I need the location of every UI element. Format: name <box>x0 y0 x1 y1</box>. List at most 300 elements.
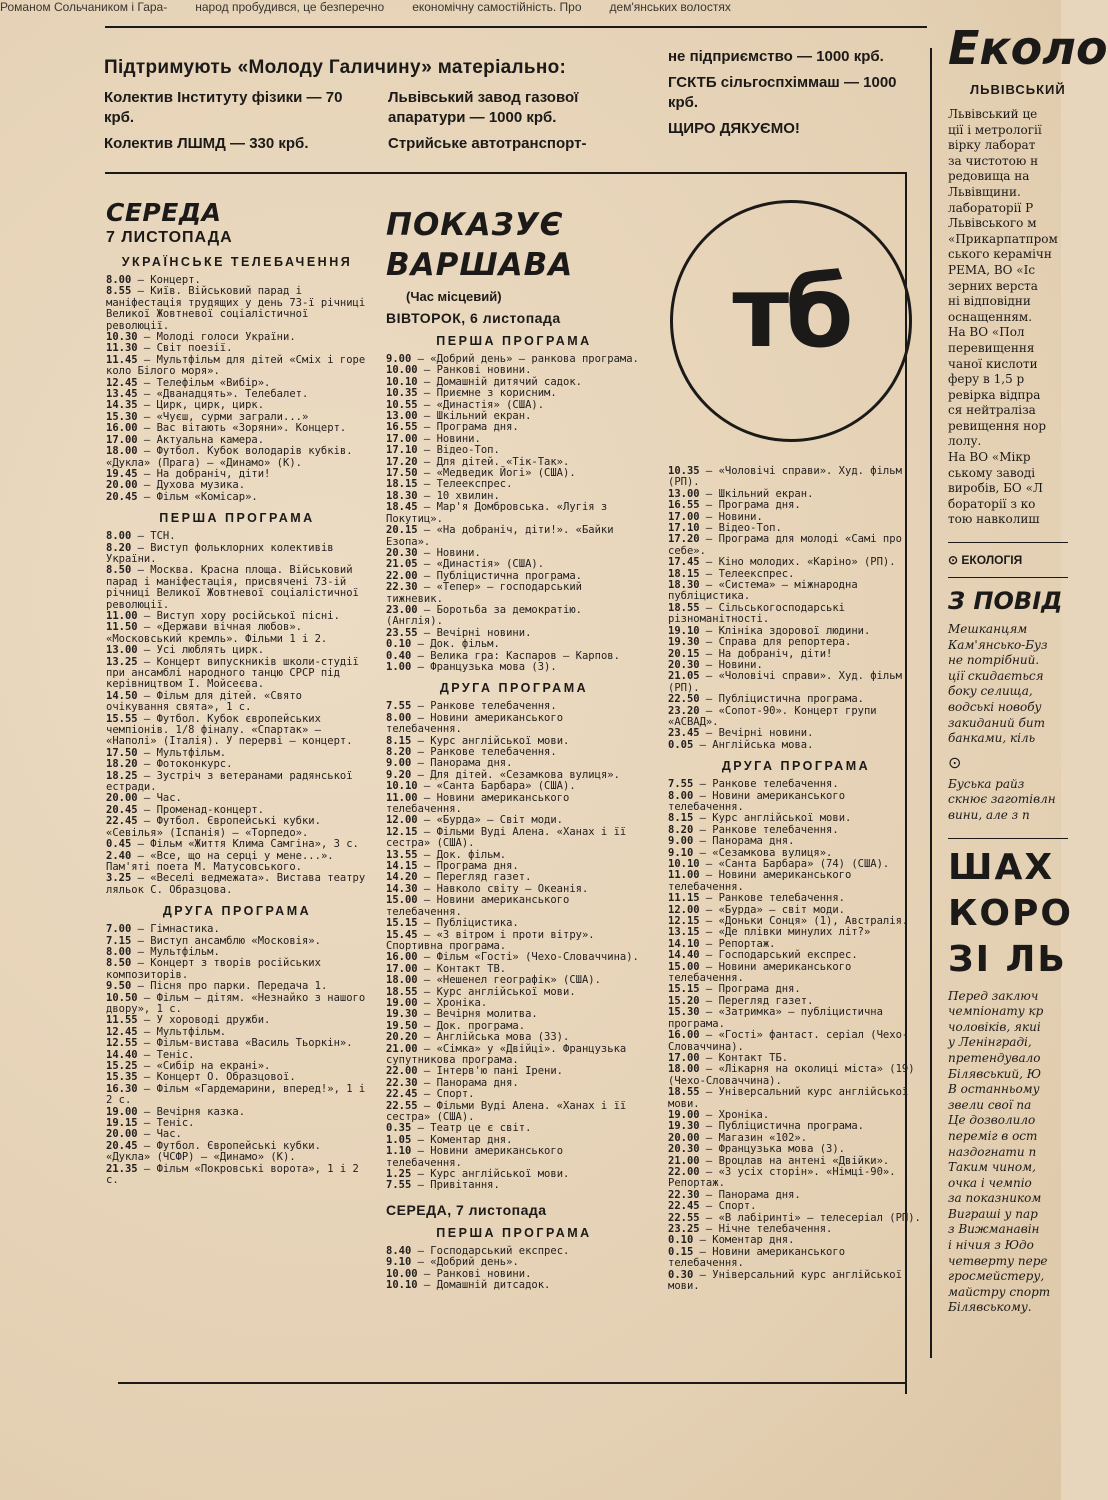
schedule-entry <box>668 870 924 893</box>
schedule-time: 18.55 <box>668 1086 700 1099</box>
ecology-tag: ⊙ ЕКОЛОГІЯ <box>948 553 1023 568</box>
schedule-title: — Футбол. Кубок володарів кубків. «Дукла» (Прага) — «Динамо» (К). <box>106 445 353 469</box>
schedule-time: 20.00 <box>106 479 138 492</box>
schedule-title: — Новини. <box>699 658 763 671</box>
schedule-time: 18.00 <box>386 974 418 987</box>
schedule-time: 12.00 <box>386 814 418 827</box>
schedule-title: — Ранкове телебачення. <box>693 823 839 836</box>
schedule-title: — Перегляд газет. <box>417 871 532 884</box>
schedule-time: 0.35 <box>386 1122 412 1135</box>
schedule-entry <box>668 534 924 557</box>
schedule-title: — Концерт О. Образцової. <box>137 1071 296 1084</box>
support-col-3 <box>668 47 916 145</box>
chess-article-text <box>948 989 1068 1316</box>
schedule-title: — Ранкові новини. <box>417 364 532 377</box>
schedule-entry <box>386 1101 642 1124</box>
schedule-title: — Духова музика. <box>137 479 246 492</box>
schedule-time: 15.55 <box>106 712 138 725</box>
schedule-title: — ТСН. <box>131 530 176 543</box>
schedule-title: — «Де плівки минулих літ?» <box>699 926 871 939</box>
schedule-time: 23.25 <box>668 1223 700 1235</box>
schedule-title: — Справа для репортера. <box>699 636 852 649</box>
article-line: феру в 1,5 р <box>948 372 1025 387</box>
schedule-time: 11.45 <box>106 353 138 366</box>
schedule-title: — «Добрий день». <box>411 1256 519 1269</box>
article-line: четверту пере <box>948 1253 1048 1268</box>
title-line-2: ВАРШАВА <box>386 247 574 283</box>
schedule-title: — Контакт ТБ. <box>699 1051 789 1064</box>
schedule-time: 17.20 <box>668 533 700 546</box>
schedule-title: — Універсальний курс англійської мови. <box>668 1268 902 1293</box>
schedule-title: — Коментар дня. <box>411 1133 513 1146</box>
schedule-title: — Французька мова (3). <box>411 660 557 673</box>
article-line: ції і метрології <box>948 122 1042 137</box>
schedule-title: — Фільм «Гості» (Чехо-Словаччина). <box>417 951 639 964</box>
schedule-time: 9.50 <box>106 980 132 993</box>
schedule-title: — Контакт ТВ. <box>417 962 507 975</box>
schedule-title: — Телефільм «Вибір». <box>137 376 271 389</box>
article-line: лабораторії Р <box>948 200 1034 215</box>
schedule-title: — Для дітей. «Тік-Так». <box>417 455 570 468</box>
schedule-time: 20.45 <box>106 803 138 816</box>
date-heading: 7 ЛИСТОПАДА <box>106 229 233 246</box>
schedule-time: 7.55 <box>668 778 694 791</box>
schedule-title: — Для дітей. «Сезамкова вулиця». <box>411 768 620 781</box>
schedule-title: — Панорама дня. <box>693 835 795 848</box>
article-line: зерних верста <box>948 278 1038 293</box>
support-line: ГСКТБ сільгоспхіммаш — 1000 крб. <box>668 74 897 111</box>
schedule-time: 19.45 <box>106 467 138 480</box>
schedule-title: — «Все, що на серці у мене...». Пам'яті поета М. Матусовського. <box>106 849 334 873</box>
support-line: Колектив ЛШМД — 330 крб. <box>104 135 309 152</box>
article-line: Львівський це <box>948 107 1038 121</box>
schedule-time: 20.45 <box>106 1139 138 1152</box>
article-line: перевищення <box>948 340 1035 355</box>
schedule-entry <box>668 706 924 729</box>
schedule-title: — Актуальна камера. <box>137 433 265 446</box>
schedule-entry <box>386 525 642 548</box>
schedule-time: 21.00 <box>386 1042 418 1055</box>
schedule-time: 20.00 <box>668 1131 700 1144</box>
schedule-title: — Концерт. <box>131 274 201 286</box>
schedule-entry <box>106 565 368 611</box>
middle-channel-1-name: ПЕРША ПРОГРАМА <box>436 334 592 348</box>
schedule-time: 15.15 <box>668 983 700 996</box>
schedule-title: — Навколо світу — Океанія. <box>417 882 589 895</box>
schedule-time: 23.55 <box>386 626 418 639</box>
schedule-time: 17.10 <box>668 522 700 535</box>
schedule-title: — «Дванадцять». Телебалет. <box>137 388 309 401</box>
day-line-1: ВІВТОРОК, 6 листопада <box>386 310 561 326</box>
schedule-title: — «Чуєш, сурми заграли...» <box>137 410 309 423</box>
schedule-time: 19.00 <box>668 1108 700 1121</box>
schedule-time: 12.15 <box>386 825 418 838</box>
schedule-time: 1.00 <box>386 660 412 673</box>
schedule-title: — Репортаж. <box>699 937 776 950</box>
schedule-title: — Домашній дитсадок. <box>417 1279 551 1292</box>
schedule-title: — Універсальний курс англійської мови. <box>668 1086 909 1110</box>
article-line: Таким чином, <box>948 1160 1036 1175</box>
top-strip-text: економічну самостійність. Про <box>412 0 582 14</box>
channel-name: ДРУГА ПРОГРАМА <box>162 904 312 919</box>
schedule-time: 22.00 <box>386 569 418 582</box>
title-line-1: ПОКАЗУЄ <box>386 207 564 243</box>
schedule-title: — Ранкове телебачення. <box>699 892 846 905</box>
schedule-title: — Привітання. <box>411 1179 500 1192</box>
schedule-time: 1.25 <box>386 1168 412 1181</box>
frame-bottom <box>118 1382 907 1384</box>
schedule-time: 18.55 <box>386 985 418 998</box>
schedule-time: 9.00 <box>386 353 412 365</box>
day-line-2: СЕРЕДА, 7 листопада <box>386 1201 547 1218</box>
article-line: Білявський, Ю <box>948 1066 1042 1081</box>
schedule-title: — «Добрий день» — ранкова програма. <box>411 353 639 365</box>
schedule-title: — Фільми Вуді Алена. «Ханах і її сестра» (США). <box>386 825 627 850</box>
schedule-time: 18.00 <box>106 445 138 458</box>
article-line: КОРО <box>948 892 1074 934</box>
schedule-title: — Новини американського телебачення. <box>386 894 570 918</box>
schedule-time: 20.15 <box>668 647 700 660</box>
schedule-title: — Новини американського телебачення. <box>668 869 852 893</box>
schedule-time: 14.35 <box>106 399 138 412</box>
schedule-title: — Вас вітають «Зоряни». Концерт. <box>137 422 347 435</box>
schedule-time: 22.45 <box>668 1200 700 1213</box>
channel-list <box>106 275 368 503</box>
article-line: Мешканцям <box>948 622 1028 637</box>
article-line: редовища на <box>948 169 1030 184</box>
schedule-title: — Променад-концерт. <box>137 803 265 816</box>
schedule-title: — Вечірні новини. <box>417 626 532 639</box>
schedule-entry <box>106 492 368 503</box>
schedule-time: 7.00 <box>106 923 132 936</box>
schedule-time: 18.45 <box>386 501 418 514</box>
schedule-time: 19.30 <box>668 1120 700 1133</box>
schedule-time: 17.50 <box>106 746 138 759</box>
schedule-title: — «Нешенел географік» (США). <box>417 974 601 987</box>
schedule-title: — Виступ хору російської пісні. <box>137 609 340 622</box>
top-strip-text: народ пробудився, це безперечно <box>195 0 385 14</box>
schedule-time: 21.05 <box>668 670 700 683</box>
schedule-time: 12.45 <box>106 376 138 389</box>
schedule-title: — Новини. <box>699 510 763 523</box>
schedule-time: 15.35 <box>106 1071 138 1084</box>
schedule-entry <box>386 930 642 953</box>
article-line: боку селища, <box>948 684 1033 699</box>
channel-list <box>106 924 368 1186</box>
schedule-title: — Французька мова (3). <box>699 1143 846 1156</box>
schedule-time: 10.50 <box>106 991 138 1004</box>
schedule-time: 23.45 <box>668 727 700 740</box>
schedule-time: 20.00 <box>106 792 138 805</box>
schedule-time: 8.55 <box>106 285 132 298</box>
schedule-title: — Мультфільм. <box>137 1025 227 1038</box>
schedule-entry <box>668 791 924 814</box>
article-line: чемпіонату кр <box>948 1004 1044 1019</box>
schedule-title: — Нічне телебачення. <box>699 1223 833 1235</box>
article-line: гросмейстеру, <box>948 1269 1045 1284</box>
schedule-title: — Фільм «Покровські ворота», 1 і 2 с. <box>106 1162 359 1187</box>
schedule-entry <box>106 691 368 714</box>
article-line: вини, але з п <box>948 807 1030 822</box>
article-line: перемiг в ост <box>948 1128 1038 1143</box>
schedule-title: — Новини американського телебачення. <box>386 711 564 736</box>
schedule-entry <box>106 1084 368 1107</box>
schedule-time: 8.00 <box>106 530 132 543</box>
schedule-title: — Курс англійської мови. <box>411 734 570 747</box>
article-line: ського керамічн <box>948 247 1052 262</box>
schedule-title: — «Бурда» — Світ моди. <box>417 814 564 827</box>
schedule-time: 17.00 <box>668 1051 700 1064</box>
schedule-time: 10.10 <box>386 780 418 793</box>
tv-logo <box>670 200 912 442</box>
schedule-title: — Вроцлав на антені «Двійки». <box>699 1154 890 1167</box>
schedule-time: 9.10 <box>668 846 694 859</box>
schedule-time: 11.00 <box>106 609 138 622</box>
schedule-title: — Спорт. <box>699 1200 757 1213</box>
schedule-title: — Коментар дня. <box>693 1234 795 1247</box>
schedule-title: — Публіцистика. <box>417 917 519 930</box>
schedule-title: — Усі люблять цирк. <box>137 644 265 657</box>
frame-top <box>105 172 905 174</box>
article-line: Львівщини. <box>948 184 1021 199</box>
channel-name: УКРАЇНСЬКЕ ТЕЛЕБАЧЕННЯ <box>121 255 353 269</box>
schedule-title: — «Гості» фантаст. серіал (Чехо-Словаччина). <box>668 1029 909 1053</box>
subtitle: (Час місцевий) <box>406 289 502 304</box>
article-line: і нічия з Юдо <box>948 1238 1034 1253</box>
schedule-time: 8.00 <box>106 945 132 958</box>
schedule-title: — Спорт. <box>417 1088 475 1101</box>
schedule-time: 9.00 <box>386 757 412 770</box>
article-line: очка і чемпіо <box>948 1175 1032 1190</box>
schedule-title: — Публіцистична програма. <box>699 1120 864 1133</box>
left-channels <box>106 255 368 1186</box>
schedule-entry <box>668 1270 924 1293</box>
schedule-entry <box>386 793 642 816</box>
schedule-entry <box>386 1146 642 1169</box>
schedule-time: 16.55 <box>668 499 700 512</box>
article-line: ЗІ ЛЬ <box>948 938 1067 980</box>
column-divider <box>930 48 932 1358</box>
schedule-title: — Футбол. Європейські кубки. «Севілья» (Іспанія) — «Торпедо». <box>106 815 321 839</box>
schedule-time: 11.50 <box>106 621 138 634</box>
article-line: тою навколиш <box>948 512 1040 527</box>
schedule-title: — Публіцистична програма. <box>417 569 582 582</box>
schedule-title: — Фільм «Життя Клима Самгіна», 3 с. <box>131 838 359 851</box>
schedule-time: 18.30 <box>386 489 418 502</box>
schedule-title: — «В лабіринті» — телесеріал (РП). <box>699 1211 921 1224</box>
schedule-time: 12.15 <box>668 915 700 928</box>
schedule-time: 22.55 <box>668 1211 700 1224</box>
schedule-title: — Новини. <box>417 432 481 445</box>
schedule-title: — «Система» — міжнародна публіцистика. <box>668 579 858 603</box>
schedule-title: — Панорама дня. <box>417 1076 519 1089</box>
schedule-title: — Час. <box>137 792 182 805</box>
schedule-time: 15.30 <box>668 1006 700 1019</box>
schedule-time: 22.30 <box>386 1076 418 1089</box>
schedule-time: 12.55 <box>106 1037 138 1050</box>
schedule-entry <box>668 466 924 489</box>
schedule-title: — Ранкове телебачення. <box>411 700 557 713</box>
schedule-time: 11.30 <box>106 342 138 355</box>
schedule-entry <box>106 873 368 896</box>
schedule-title: — Київ. Військовий парад і маніфестація трудящих у день 73-ї річниці Великої Жовтневої соціалістичної революції. <box>106 285 366 332</box>
schedule-entry <box>106 657 368 691</box>
schedule-time: 9.10 <box>386 1256 412 1269</box>
schedule-title: — Док. програма. <box>417 1019 526 1032</box>
schedule-time: 11.55 <box>106 1014 138 1027</box>
schedule-title: — Програма дня. <box>417 860 519 873</box>
article-line: чоловіків, якиі <box>948 1019 1041 1034</box>
article-line: РЕМА, ВО «Іс <box>948 262 1036 277</box>
schedule-time: 13.00 <box>386 410 418 423</box>
article-line: з Вижманавiн <box>948 1222 1040 1237</box>
schedule-time: 8.40 <box>386 1244 412 1257</box>
schedule-time: 10.00 <box>386 1267 418 1280</box>
article-line: ревірка відпра <box>948 387 1041 402</box>
schedule-time: 7.55 <box>386 700 412 713</box>
article-line: лолу. <box>948 434 982 449</box>
schedule-title: — Ранкові новини. <box>417 1267 532 1280</box>
schedule-title: — Клініка здорової людини. <box>699 624 871 637</box>
article-line: Кам'янсько-Буз <box>948 637 1048 652</box>
article-line: закиданий бит <box>948 715 1045 730</box>
schedule-time: 18.15 <box>668 567 700 580</box>
bullet-icon: ⊙ <box>948 754 962 772</box>
schedule-time: 2.40 <box>106 849 132 862</box>
schedule-title: — Господарський експрес. <box>411 1244 570 1257</box>
schedule-time: 10.10 <box>668 858 700 870</box>
schedule-entry <box>106 622 368 645</box>
article-line: звели свої па <box>948 1097 1032 1112</box>
schedule-time: 14.20 <box>386 871 418 884</box>
schedule-time: 20.45 <box>106 490 138 503</box>
schedule-title: — Публіцистична програма. <box>699 693 864 706</box>
schedule-entry <box>106 714 368 748</box>
schedule-entry <box>668 580 924 603</box>
schedule-title: — Док. фільм. <box>411 638 500 651</box>
schedule-title: — Новини американського телебачення. <box>668 1245 846 1270</box>
schedule-entry <box>668 1030 924 1053</box>
third-channel-1-list <box>668 466 924 751</box>
schedule-title: — Мультфільм. <box>137 746 227 759</box>
schedule-entry <box>386 1180 642 1191</box>
schedule-time: 8.00 <box>668 789 694 802</box>
schedule-title: — Мультфільм для дітей «Сміх і горе коло Білого моря». <box>106 353 366 378</box>
schedule-time: 16.00 <box>386 951 418 964</box>
schedule-time: 7.55 <box>386 1179 412 1192</box>
schedule-entry <box>668 1064 924 1087</box>
schedule-title: — Ранкове телебачення. <box>411 746 557 758</box>
schedule-time: 17.00 <box>386 432 418 445</box>
schedule-time: 22.30 <box>386 581 418 594</box>
schedule-time: 0.05 <box>668 738 694 751</box>
article-line: ні відповідни <box>948 294 1031 309</box>
schedule-title: — Світ поезії. <box>137 342 233 355</box>
right-partial-column <box>948 20 1108 1420</box>
schedule-time: 7.15 <box>106 934 132 947</box>
schedule-title: — «З усіх сторін». «Німці-90». Репортаж. <box>668 1165 896 1190</box>
schedule-title: — Програма для молоді «Самі про себе». <box>668 533 902 557</box>
schedule-title: — Зустріч з ветеранами радянської естради. <box>106 769 353 794</box>
article-line: Білявському. <box>948 1300 1032 1315</box>
schedule-time: 19.00 <box>106 1105 138 1118</box>
schedule-title: — Домашній дитячий садок. <box>417 375 582 388</box>
schedule-entry <box>668 962 924 985</box>
schedule-time: 0.30 <box>668 1268 694 1281</box>
schedule-title: — На добраніч, діти! <box>699 647 833 660</box>
schedule-time: 10.35 <box>386 387 418 400</box>
tv-logo-text: тб <box>732 256 850 370</box>
schedule-title: — Магазин «102». <box>699 1131 808 1144</box>
schedule-title: — Телеекспрес. <box>417 478 513 491</box>
schedule-time: 14.50 <box>106 689 138 702</box>
schedule-time: 17.20 <box>386 455 418 468</box>
schedule-time: 10.35 <box>668 465 700 477</box>
schedule-title: — 10 хвилин. <box>417 489 500 502</box>
schedule-time: 16.00 <box>668 1029 700 1042</box>
schedule-title: — Сільськогосподарські різноманітності. <box>668 601 846 626</box>
schedule-entry <box>386 1280 642 1291</box>
schedule-time: 0.10 <box>386 638 412 651</box>
schedule-time: 8.50 <box>106 957 132 970</box>
schedule-time: 12.45 <box>106 1025 138 1038</box>
schedule-time: 18.25 <box>106 769 138 782</box>
schedule-title: — Москва. Красна площа. Військовий парад і маніфестація, присвячені 73-ій річниці Великої Жовтневої соціалістичної революції. <box>106 564 359 611</box>
schedule-title: — Новини американського телебачення. <box>386 791 570 816</box>
middle-channel-1-list <box>386 354 642 673</box>
schedule-title: — «Сімка» у «Двійці». Французька супутникова програма. <box>386 1042 627 1066</box>
schedule-title: — Фільм «Комісар». <box>137 490 258 503</box>
schedule-title: — «З вітром і проти вітру». Спортивна програма. <box>386 928 595 952</box>
support-col-2 <box>388 88 636 160</box>
schedule-title: — Інтерв'ю пані Ірени. <box>417 1065 564 1078</box>
schedule-time: 10.55 <box>386 398 418 411</box>
schedule-entry <box>668 740 924 751</box>
schedule-title: — Фільм «Гардемарини, вперед!», 1 і 2 с. <box>106 1082 366 1107</box>
schedule-entry <box>668 671 924 694</box>
schedule-time: 10.10 <box>386 1279 418 1292</box>
schedule-entry <box>386 713 642 736</box>
schedule-time: 15.00 <box>668 960 700 973</box>
schedule-time: 9.00 <box>668 835 694 848</box>
schedule-title: — Панорама дня. <box>699 1188 801 1201</box>
article-line: за показником <box>948 1191 1042 1206</box>
schedule-time: 11.00 <box>386 791 418 804</box>
schedule-title: — «Династія» (США). <box>417 398 545 411</box>
schedule-time: 13.55 <box>386 848 418 861</box>
schedule-entry <box>668 603 924 626</box>
schedule-time: 16.55 <box>386 421 418 434</box>
day-heading: СЕРЕДА <box>106 198 222 227</box>
schedule-time: 14.30 <box>386 882 418 895</box>
schedule-title: — «Тепер» — господарський тижневик. <box>386 581 582 605</box>
article-line: Буська райз <box>948 776 1025 791</box>
schedule-title: — «Чоловічі справи». Худ. фільм (РП). <box>668 465 902 489</box>
article-line: На ВО «Пол <box>948 325 1025 340</box>
schedule-title: — Хроніка. <box>699 1108 770 1121</box>
schedule-time: 18.00 <box>668 1063 700 1076</box>
schedule-entry <box>106 816 368 839</box>
schedule-title: — Курс англійської мови. <box>411 1168 570 1181</box>
schedule-title: — Телеекспрес. <box>699 567 795 580</box>
article-line: майстру спорт <box>948 1284 1051 1299</box>
top-strip <box>0 0 1061 18</box>
support-line: Львівський завод газової апаратури — 1000 крб. <box>388 89 579 126</box>
schedule-time: 12.00 <box>668 903 700 916</box>
schedule-time: 8.50 <box>106 564 132 577</box>
third-channel-2-name: ДРУГА ПРОГРАМА <box>721 759 871 774</box>
schedule-entry <box>106 543 368 566</box>
